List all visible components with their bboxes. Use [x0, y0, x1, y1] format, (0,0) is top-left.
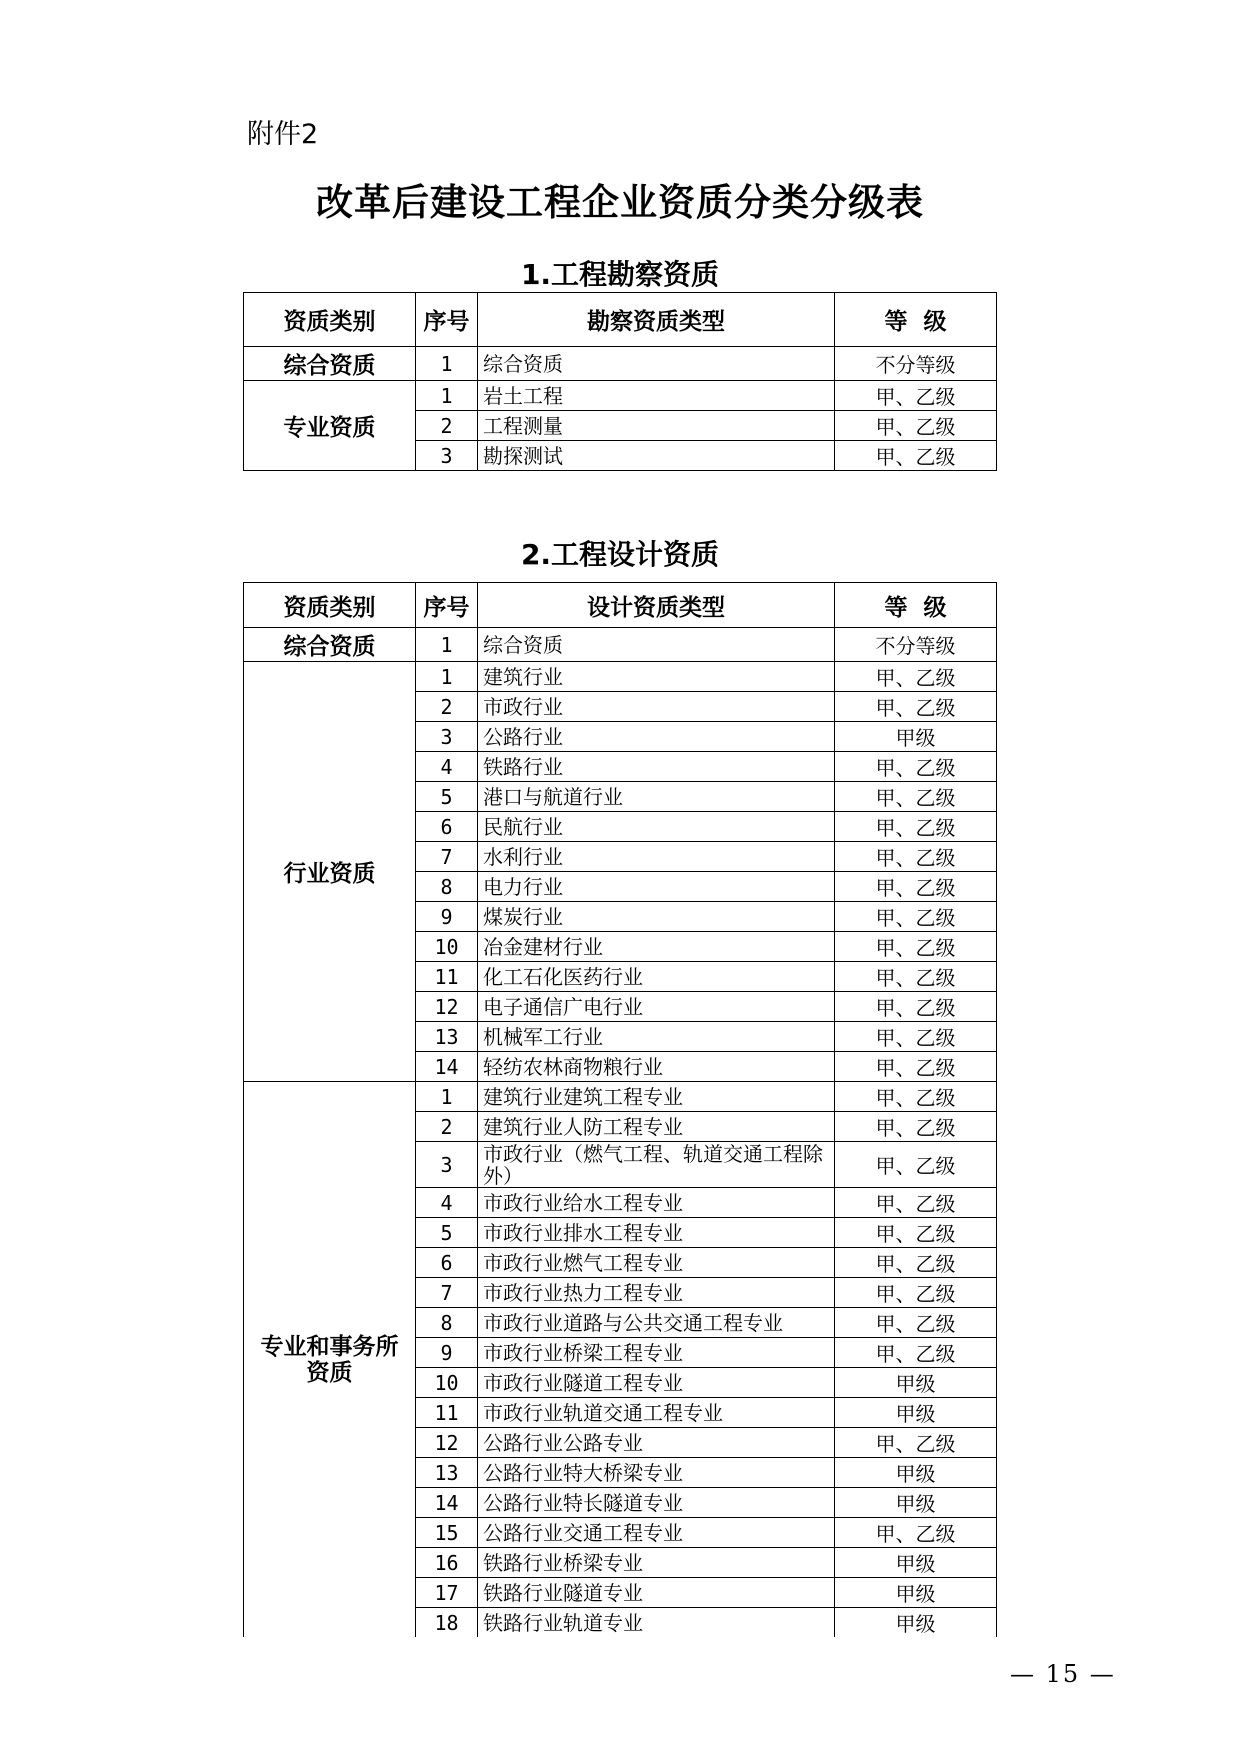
number-cell: 1	[416, 662, 478, 692]
grade-cell: 甲、乙级	[835, 1428, 997, 1458]
header-number: 序号	[416, 583, 478, 628]
type-cell: 铁路行业	[478, 752, 835, 782]
page-number: — 15 —	[1010, 1660, 1116, 1688]
grade-cell: 甲、乙级	[835, 1278, 997, 1308]
type-cell: 市政行业排水工程专业	[478, 1218, 835, 1248]
number-cell: 12	[416, 992, 478, 1022]
type-cell: 市政行业燃气工程专业	[478, 1248, 835, 1278]
grade-cell: 甲、乙级	[835, 752, 997, 782]
grade-cell: 甲、乙级	[835, 411, 997, 441]
type-cell: 市政行业热力工程专业	[478, 1278, 835, 1308]
grade-cell: 甲级	[835, 1548, 997, 1578]
type-cell: 铁路行业轨道专业	[478, 1608, 835, 1638]
grade-cell: 甲级	[835, 1368, 997, 1398]
grade-cell: 甲、乙级	[835, 1052, 997, 1082]
number-cell: 4	[416, 1188, 478, 1218]
header-category: 资质类别	[244, 293, 416, 347]
grade-cell: 甲、乙级	[835, 1082, 997, 1112]
number-cell: 13	[416, 1022, 478, 1052]
type-cell: 市政行业（燃气工程、轨道交通工程除外）	[478, 1142, 835, 1188]
design-qualification-table	[243, 582, 997, 1637]
type-cell: 水利行业	[478, 842, 835, 872]
table-row	[244, 628, 997, 662]
table-row	[244, 662, 997, 692]
category-cell: 专业资质	[244, 381, 416, 471]
table-row	[244, 381, 997, 411]
grade-cell: 甲、乙级	[835, 1248, 997, 1278]
type-cell: 建筑行业建筑工程专业	[478, 1082, 835, 1112]
number-cell: 16	[416, 1548, 478, 1578]
type-cell: 综合资质	[478, 347, 835, 381]
number-cell: 8	[416, 872, 478, 902]
number-cell: 7	[416, 842, 478, 872]
number-cell: 14	[416, 1488, 478, 1518]
number-cell: 4	[416, 752, 478, 782]
type-cell: 建筑行业	[478, 662, 835, 692]
number-cell: 10	[416, 1368, 478, 1398]
category-cell: 综合资质	[244, 347, 416, 381]
number-cell: 3	[416, 722, 478, 752]
number-cell: 17	[416, 1578, 478, 1608]
grade-cell: 甲级	[835, 1398, 997, 1428]
type-cell: 铁路行业隧道专业	[478, 1578, 835, 1608]
type-cell: 化工石化医药行业	[478, 962, 835, 992]
number-cell: 5	[416, 782, 478, 812]
grade-cell: 甲、乙级	[835, 812, 997, 842]
number-cell: 3	[416, 441, 478, 471]
type-cell: 机械军工行业	[478, 1022, 835, 1052]
category-cell: 行业资质	[244, 662, 416, 1082]
grade-cell: 甲、乙级	[835, 962, 997, 992]
type-cell: 勘探测试	[478, 441, 835, 471]
grade-cell: 甲、乙级	[835, 872, 997, 902]
type-cell: 公路行业公路专业	[478, 1428, 835, 1458]
type-cell: 岩土工程	[478, 381, 835, 411]
number-cell: 13	[416, 1458, 478, 1488]
number-cell: 15	[416, 1518, 478, 1548]
grade-cell: 甲、乙级	[835, 992, 997, 1022]
grade-cell: 甲、乙级	[835, 902, 997, 932]
type-cell: 市政行业道路与公共交通工程专业	[478, 1308, 835, 1338]
page-title: 改革后建设工程企业资质分类分级表	[316, 181, 924, 224]
type-cell: 公路行业特长隧道专业	[478, 1488, 835, 1518]
type-cell: 民航行业	[478, 812, 835, 842]
grade-cell: 甲、乙级	[835, 1308, 997, 1338]
number-cell: 1	[416, 1082, 478, 1112]
grade-cell: 甲、乙级	[835, 1188, 997, 1218]
type-cell: 市政行业桥梁工程专业	[478, 1338, 835, 1368]
number-cell: 11	[416, 1398, 478, 1428]
grade-cell: 甲、乙级	[835, 932, 997, 962]
type-cell: 轻纺农林商物粮行业	[478, 1052, 835, 1082]
number-cell: 6	[416, 1248, 478, 1278]
header-category: 资质类别	[244, 583, 416, 628]
type-cell: 建筑行业人防工程专业	[478, 1112, 835, 1142]
type-cell: 公路行业	[478, 722, 835, 752]
attachment-label: 附件2	[247, 119, 319, 150]
category-cell: 综合资质	[244, 628, 416, 662]
number-cell: 1	[416, 347, 478, 381]
grade-cell: 甲、乙级	[835, 1338, 997, 1368]
type-cell: 煤炭行业	[478, 902, 835, 932]
table-row	[244, 1082, 997, 1112]
type-cell: 铁路行业桥梁专业	[478, 1548, 835, 1578]
number-cell: 10	[416, 932, 478, 962]
grade-cell: 甲级	[835, 1608, 997, 1638]
grade-cell: 甲、乙级	[835, 1142, 997, 1188]
grade-cell: 甲、乙级	[835, 1518, 997, 1548]
grade-cell: 甲级	[835, 1488, 997, 1518]
type-cell: 电子通信广电行业	[478, 992, 835, 1022]
type-cell: 港口与航道行业	[478, 782, 835, 812]
grade-cell: 不分等级	[835, 347, 997, 381]
grade-cell: 甲、乙级	[835, 662, 997, 692]
grade-cell: 甲、乙级	[835, 842, 997, 872]
grade-cell: 不分等级	[835, 628, 997, 662]
number-cell: 2	[416, 1112, 478, 1142]
type-cell: 公路行业交通工程专业	[478, 1518, 835, 1548]
type-cell: 市政行业隧道工程专业	[478, 1368, 835, 1398]
number-cell: 9	[416, 1338, 478, 1368]
number-cell: 7	[416, 1278, 478, 1308]
grade-cell: 甲、乙级	[835, 1218, 997, 1248]
type-cell: 市政行业轨道交通工程专业	[478, 1398, 835, 1428]
header-type: 勘察资质类型	[478, 293, 835, 347]
type-cell: 冶金建材行业	[478, 932, 835, 962]
grade-cell: 甲级	[835, 1578, 997, 1608]
number-cell: 1	[416, 381, 478, 411]
grade-cell: 甲、乙级	[835, 381, 997, 411]
grade-cell: 甲、乙级	[835, 1022, 997, 1052]
number-cell: 8	[416, 1308, 478, 1338]
type-cell: 市政行业给水工程专业	[478, 1188, 835, 1218]
table-row	[244, 347, 997, 381]
number-cell: 2	[416, 692, 478, 722]
type-cell: 综合资质	[478, 628, 835, 662]
number-cell: 1	[416, 628, 478, 662]
type-cell: 市政行业	[478, 692, 835, 722]
survey-qualification-table	[243, 292, 997, 471]
number-cell: 12	[416, 1428, 478, 1458]
grade-cell: 甲、乙级	[835, 782, 997, 812]
type-cell: 公路行业特大桥梁专业	[478, 1458, 835, 1488]
survey-section-heading: 1.工程勘察资质	[520, 258, 720, 291]
header-grade: 等 级	[835, 293, 997, 347]
number-cell: 14	[416, 1052, 478, 1082]
number-cell: 9	[416, 902, 478, 932]
header-grade: 等 级	[835, 583, 997, 628]
number-cell: 18	[416, 1608, 478, 1638]
number-cell: 6	[416, 812, 478, 842]
grade-cell: 甲、乙级	[835, 441, 997, 471]
header-number: 序号	[416, 293, 478, 347]
grade-cell: 甲级	[835, 722, 997, 752]
type-cell: 工程测量	[478, 411, 835, 441]
number-cell: 5	[416, 1218, 478, 1248]
number-cell: 3	[416, 1142, 478, 1188]
type-cell: 电力行业	[478, 872, 835, 902]
number-cell: 11	[416, 962, 478, 992]
category-cell: 专业和事务所资质	[244, 1082, 416, 1638]
number-cell: 2	[416, 411, 478, 441]
grade-cell: 甲级	[835, 1458, 997, 1488]
header-type: 设计资质类型	[478, 583, 835, 628]
grade-cell: 甲、乙级	[835, 1112, 997, 1142]
grade-cell: 甲、乙级	[835, 692, 997, 722]
design-section-heading: 2.工程设计资质	[520, 538, 720, 571]
